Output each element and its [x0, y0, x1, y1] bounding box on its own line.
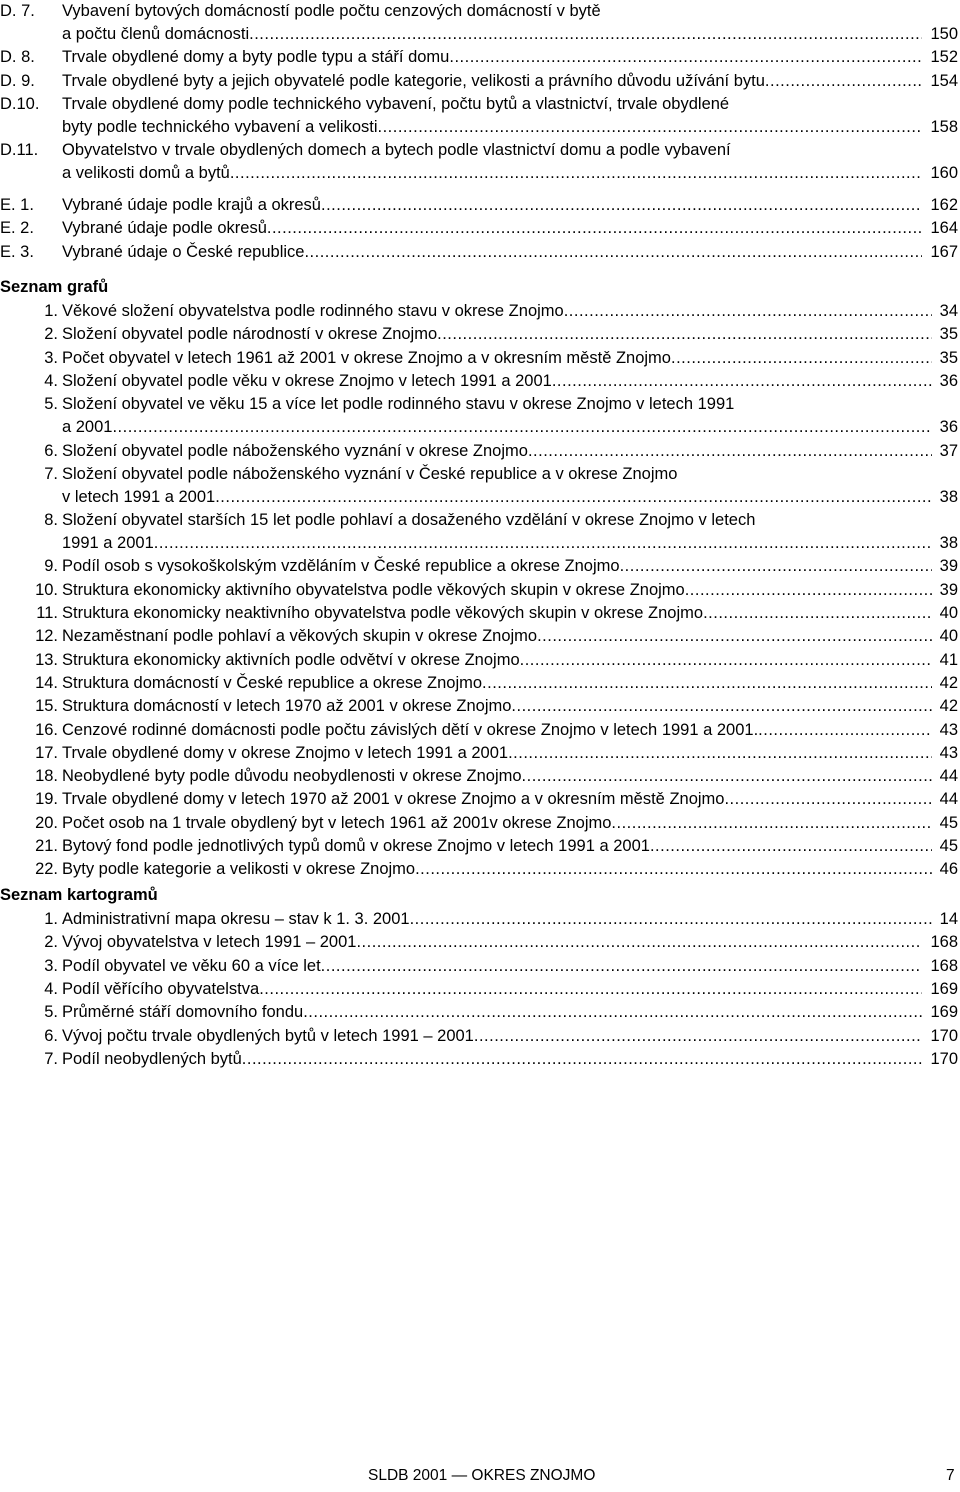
- dot-leader: [474, 1025, 923, 1047]
- dot-leader: [267, 217, 923, 239]
- page-number: 37: [939, 441, 958, 460]
- entry-title: Podíl neobydlených bytů: [62, 1049, 242, 1068]
- graf-entry[interactable]: [0, 555, 960, 578]
- entry-title: Trvale obydlené byty a jejich obyvatelé podle kategorie, velikosti a právního důvodu užívání bytu: [62, 71, 765, 90]
- dot-leader: [215, 486, 931, 508]
- entry-title: Nezaměstnaní podle pohlaví a věkových skupin v okrese Znojmo: [62, 627, 538, 646]
- entry-number: 11.: [36, 604, 58, 622]
- dot-leader: [564, 300, 932, 322]
- dot-leader: [415, 858, 932, 880]
- entry-number: D.10.: [0, 94, 40, 113]
- dot-leader: [611, 812, 931, 834]
- entry-title: Složení obyvatel podle náboženského vyznání v České republice a v okrese Znojmo: [62, 464, 678, 483]
- entry-number: D.11.: [0, 141, 39, 160]
- entry-number: 2.: [44, 325, 58, 344]
- page-number: 160: [930, 164, 958, 183]
- graf-entry[interactable]: [0, 788, 960, 811]
- entry-number: 1.: [44, 302, 58, 320]
- graf-entry[interactable]: [0, 695, 960, 718]
- entry-title: Struktura ekonomicky aktivního obyvatelstva podle věkových skupin v okrese Znojmo: [62, 580, 685, 599]
- graf-entry[interactable]: [0, 625, 960, 648]
- graf-entry[interactable]: [0, 463, 960, 509]
- entry-number: 6.: [44, 441, 58, 460]
- page-number: 170: [930, 1049, 958, 1068]
- entry-title: Průměrné stáří domovního fondu: [62, 1003, 304, 1022]
- entry-title: Trvale obydlené domy podle technického vybavení, počtu bytů a vlastnictví, trvale obydlené: [62, 94, 730, 113]
- entry-number: 9.: [44, 557, 58, 576]
- page-number: 42: [939, 673, 958, 692]
- entry-title: Složení obyvatel podle náboženského vyznání v okrese Znojmo: [62, 441, 528, 460]
- entry-title: Složení obyvatel ve věku 15 a více let podle rodinného stavu v okrese Znojmo v letech 1991: [62, 395, 735, 414]
- dot-leader: [242, 1048, 923, 1070]
- graf-entry[interactable]: [0, 835, 960, 858]
- dot-leader: [671, 347, 932, 369]
- kartogram-entry[interactable]: [0, 1025, 960, 1048]
- entry-number: 19.: [35, 790, 58, 809]
- entry-number: D. 9.: [0, 71, 35, 90]
- dot-leader: [154, 532, 932, 554]
- page-number: 169: [930, 1003, 958, 1022]
- entry-number: 4.: [44, 979, 58, 998]
- page-number: 35: [939, 325, 958, 344]
- entry-number: 20.: [35, 813, 58, 832]
- entry-number: 6.: [44, 1026, 58, 1045]
- d-entry[interactable]: [0, 70, 960, 93]
- page-number: 36: [939, 418, 958, 437]
- entry-number: 5.: [44, 1003, 58, 1022]
- dot-leader: [685, 579, 932, 601]
- dot-leader: [482, 672, 932, 694]
- entry-number: 7.: [44, 464, 58, 483]
- footer-publication: SLDB 2001 — OKRES ZNOJMO: [368, 1467, 596, 1484]
- page-number: 169: [930, 979, 958, 998]
- d-entry[interactable]: [0, 46, 960, 69]
- graf-entry[interactable]: [0, 440, 960, 463]
- dot-leader: [528, 440, 932, 462]
- entry-title: v letech 1991 a 2001: [62, 487, 216, 506]
- dot-leader: [758, 719, 931, 741]
- dot-leader: [356, 931, 922, 953]
- page-number: 38: [939, 487, 958, 506]
- graf-entry[interactable]: [0, 579, 960, 602]
- entry-title: Bytový fond podle jednotlivých typů domů v okrese Znojmo v letech 1991 a 2001: [62, 837, 650, 855]
- dot-leader: [449, 46, 922, 68]
- entry-number: E. 2.: [0, 219, 34, 238]
- entry-title: Neobydlené byty podle důvodu neobydlenosti v okrese Znojmo: [62, 767, 522, 786]
- dot-leader: [230, 162, 923, 184]
- entry-title: Struktura domácností v letech 1970 až 2001 v okrese Znojmo: [62, 697, 512, 716]
- graf-entry[interactable]: [0, 742, 960, 765]
- entry-number: 3.: [44, 348, 58, 367]
- entry-title: Vybrané údaje podle krajů a okresů: [62, 196, 321, 214]
- d-entry[interactable]: [0, 93, 960, 139]
- entry-title: a 2001: [62, 418, 113, 437]
- dot-leader: [112, 416, 931, 438]
- graf-entry[interactable]: [0, 672, 960, 695]
- dot-leader: [522, 765, 932, 787]
- entry-title: a počtu členů domácnosti: [62, 25, 250, 43]
- entry-title: Složení obyvatel podle národností v okrese Znojmo: [62, 325, 438, 344]
- graf-entry[interactable]: [0, 509, 960, 555]
- dot-leader: [508, 742, 932, 764]
- entry-title: Administrativní mapa okresu – stav k 1. 3. 2001: [62, 910, 410, 928]
- entry-title: 1991 a 2001: [62, 534, 154, 553]
- kartogram-entry[interactable]: [0, 1001, 960, 1024]
- graf-entry[interactable]: [0, 370, 960, 393]
- dot-leader: [410, 908, 932, 930]
- entry-number: 18.: [35, 767, 58, 786]
- entry-number: E. 3.: [0, 242, 34, 261]
- entry-title: Cenzové rodinné domácnosti podle počtu závislých dětí v okrese Znojmo v letech 1991 a 2001.: [62, 720, 759, 739]
- dot-leader: [620, 555, 932, 577]
- page-number: 168: [930, 956, 958, 975]
- entry-number: 5.: [44, 395, 58, 414]
- graf-entry[interactable]: [0, 812, 960, 835]
- entry-number: 7.: [44, 1049, 58, 1068]
- entry-title: Počet osob na 1 trvale obydlený byt v letech 1961 až 2001v okrese Znojmo: [62, 813, 612, 832]
- d-entry[interactable]: [0, 0, 960, 46]
- entry-number: 22.: [35, 860, 58, 879]
- entry-title: Počet obyvatel v letech 1961 až 2001 v okrese Znojmo a v okresním městě Znojmo: [62, 348, 671, 367]
- page-number: 158: [930, 117, 958, 136]
- entry-number: 10.: [35, 580, 58, 599]
- entry-title: Složení obyvatel podle věku v okrese Znojmo v letech 1991 a 2001: [62, 371, 552, 390]
- graf-entry[interactable]: [0, 719, 960, 742]
- dot-leader: [378, 116, 923, 138]
- page-number: 162: [930, 196, 958, 214]
- kartogram-entry[interactable]: [0, 955, 960, 978]
- page-number: 34: [939, 302, 958, 320]
- entry-number: 21.: [35, 837, 58, 855]
- e-entry[interactable]: [0, 217, 960, 240]
- page-number: 43: [939, 743, 958, 762]
- graf-entry[interactable]: [0, 347, 960, 370]
- entry-number: 8.: [44, 511, 58, 530]
- e-entry[interactable]: [0, 194, 960, 217]
- entry-number: 3.: [44, 956, 58, 975]
- entry-title: Vybrané údaje o České republice: [62, 242, 305, 261]
- entry-number: 1.: [44, 910, 58, 928]
- page-number: 35: [939, 348, 958, 367]
- dot-leader: [303, 1001, 922, 1023]
- entry-title: Byty podle kategorie a velikosti v okrese Znojmo: [62, 860, 416, 879]
- graf-entry[interactable]: [0, 602, 960, 625]
- entry-title: Podíl osob s vysokoškolským vzděláním v České republice a okrese Znojmo: [62, 557, 620, 576]
- entry-title: a velikosti domů a bytů: [62, 164, 230, 183]
- kartogram-entry[interactable]: [0, 931, 960, 954]
- kartogram-entry[interactable]: [0, 908, 960, 931]
- entry-number: 14.: [35, 673, 58, 692]
- dot-leader: [537, 625, 932, 647]
- page-number: 44: [939, 767, 958, 786]
- entry-number: 17.: [35, 743, 58, 762]
- page-number: 38: [939, 534, 958, 553]
- entry-number: 16.: [35, 720, 58, 739]
- d-entry[interactable]: [0, 139, 960, 185]
- page-number: 43: [939, 720, 958, 739]
- page-number: 45: [939, 837, 958, 855]
- entry-number: 15.: [35, 697, 58, 716]
- entry-title: Podíl obyvatel ve věku 60 a více let: [62, 956, 321, 975]
- kartogramy-heading: Seznam kartogramů: [0, 886, 158, 904]
- entry-number: D. 8.: [0, 48, 35, 67]
- dot-leader: [249, 23, 922, 45]
- grafy-heading: Seznam grafů: [0, 278, 109, 296]
- entry-number: 12.: [35, 627, 58, 646]
- entry-number: 4.: [44, 371, 58, 390]
- page-number: 40: [939, 627, 958, 646]
- page-number: 14: [939, 910, 958, 928]
- footer-page-number: 7: [946, 1467, 955, 1484]
- dot-leader: [724, 788, 931, 810]
- dot-leader: [703, 602, 932, 624]
- dot-leader: [520, 649, 932, 671]
- entry-title: Struktura domácností v České republice a okrese Znojmo: [62, 673, 483, 692]
- entry-title: Trvale obydlené domy v letech 1970 až 2001 v okrese Znojmo a v okresním městě Znojmo: [62, 790, 725, 809]
- graf-entry[interactable]: [0, 649, 960, 672]
- dot-leader: [511, 695, 931, 717]
- page-number: 44: [939, 790, 958, 809]
- page-number: 40: [939, 604, 958, 622]
- entry-title: Struktura ekonomicky aktivních podle odvětví v okrese Znojmo: [62, 650, 520, 669]
- dot-leader: [321, 194, 922, 216]
- kartogram-entry[interactable]: [0, 978, 960, 1001]
- page-number: 170: [930, 1026, 958, 1045]
- kartogram-entry[interactable]: [0, 1048, 960, 1071]
- page-number: 164: [930, 219, 958, 238]
- page-number: 36: [939, 371, 958, 390]
- page-number: 167: [930, 242, 958, 261]
- entry-number: 13.: [35, 650, 58, 669]
- dot-leader: [650, 835, 932, 857]
- entry-title: Podíl věřícího obyvatelstva: [62, 979, 260, 998]
- entry-title: byty podle technického vybavení a velikosti: [62, 117, 378, 136]
- entry-number: E. 1.: [0, 196, 34, 214]
- entry-title: Vývoj obyvatelstva v letech 1991 – 2001: [62, 933, 357, 952]
- dot-leader: [552, 370, 932, 392]
- dot-leader: [437, 323, 932, 345]
- entry-title: Obyvatelstvo v trvale obydlených domech a bytech podle vlastnictví domu a podle vybavení: [62, 141, 731, 160]
- entry-title: Vývoj počtu trvale obydlených bytů v letech 1991 – 2001: [62, 1026, 474, 1045]
- dot-leader: [259, 978, 922, 1000]
- graf-entry[interactable]: [0, 858, 960, 881]
- graf-entry[interactable]: [0, 765, 960, 788]
- entry-title: Trvale obydlené domy v okrese Znojmo v letech 1991 a 2001: [62, 743, 509, 762]
- entry-title: Vybavení bytových domácností podle počtu cenzových domácností v bytě: [62, 2, 601, 20]
- page-number: 168: [930, 933, 958, 952]
- page-number: 46: [939, 860, 958, 879]
- entry-title: Složení obyvatel starších 15 let podle pohlaví a dosaženého vzdělání v okrese Znojmo v letech: [62, 511, 756, 530]
- entry-number: D. 7.: [0, 2, 35, 20]
- page-number: 42: [939, 697, 958, 716]
- page-number: 45: [939, 813, 958, 832]
- page-number: 39: [939, 580, 958, 599]
- page-number: 152: [930, 48, 958, 67]
- e-entry[interactable]: [0, 241, 960, 264]
- dot-leader: [304, 241, 922, 263]
- entry-title: Vybrané údaje podle okresů: [62, 219, 267, 238]
- entry-number: 2.: [44, 933, 58, 952]
- entry-title: Věkové složení obyvatelstva podle rodinného stavu v okrese Znojmo: [62, 302, 564, 320]
- entry-title: Trvale obydlené domy a byty podle typu a stáří domu: [62, 48, 450, 67]
- graf-entry[interactable]: [0, 323, 960, 346]
- dot-leader: [765, 70, 923, 92]
- graf-entry[interactable]: [0, 393, 960, 439]
- page-number: 154: [930, 71, 958, 90]
- entry-title: Struktura ekonomicky neaktivního obyvatelstva podle věkových skupin v okrese Znojmo: [62, 604, 704, 622]
- page-number: 39: [939, 557, 958, 576]
- dot-leader: [321, 955, 923, 977]
- page-number: 150: [930, 25, 958, 43]
- page-number: 41: [939, 650, 958, 669]
- graf-entry[interactable]: [0, 300, 960, 323]
